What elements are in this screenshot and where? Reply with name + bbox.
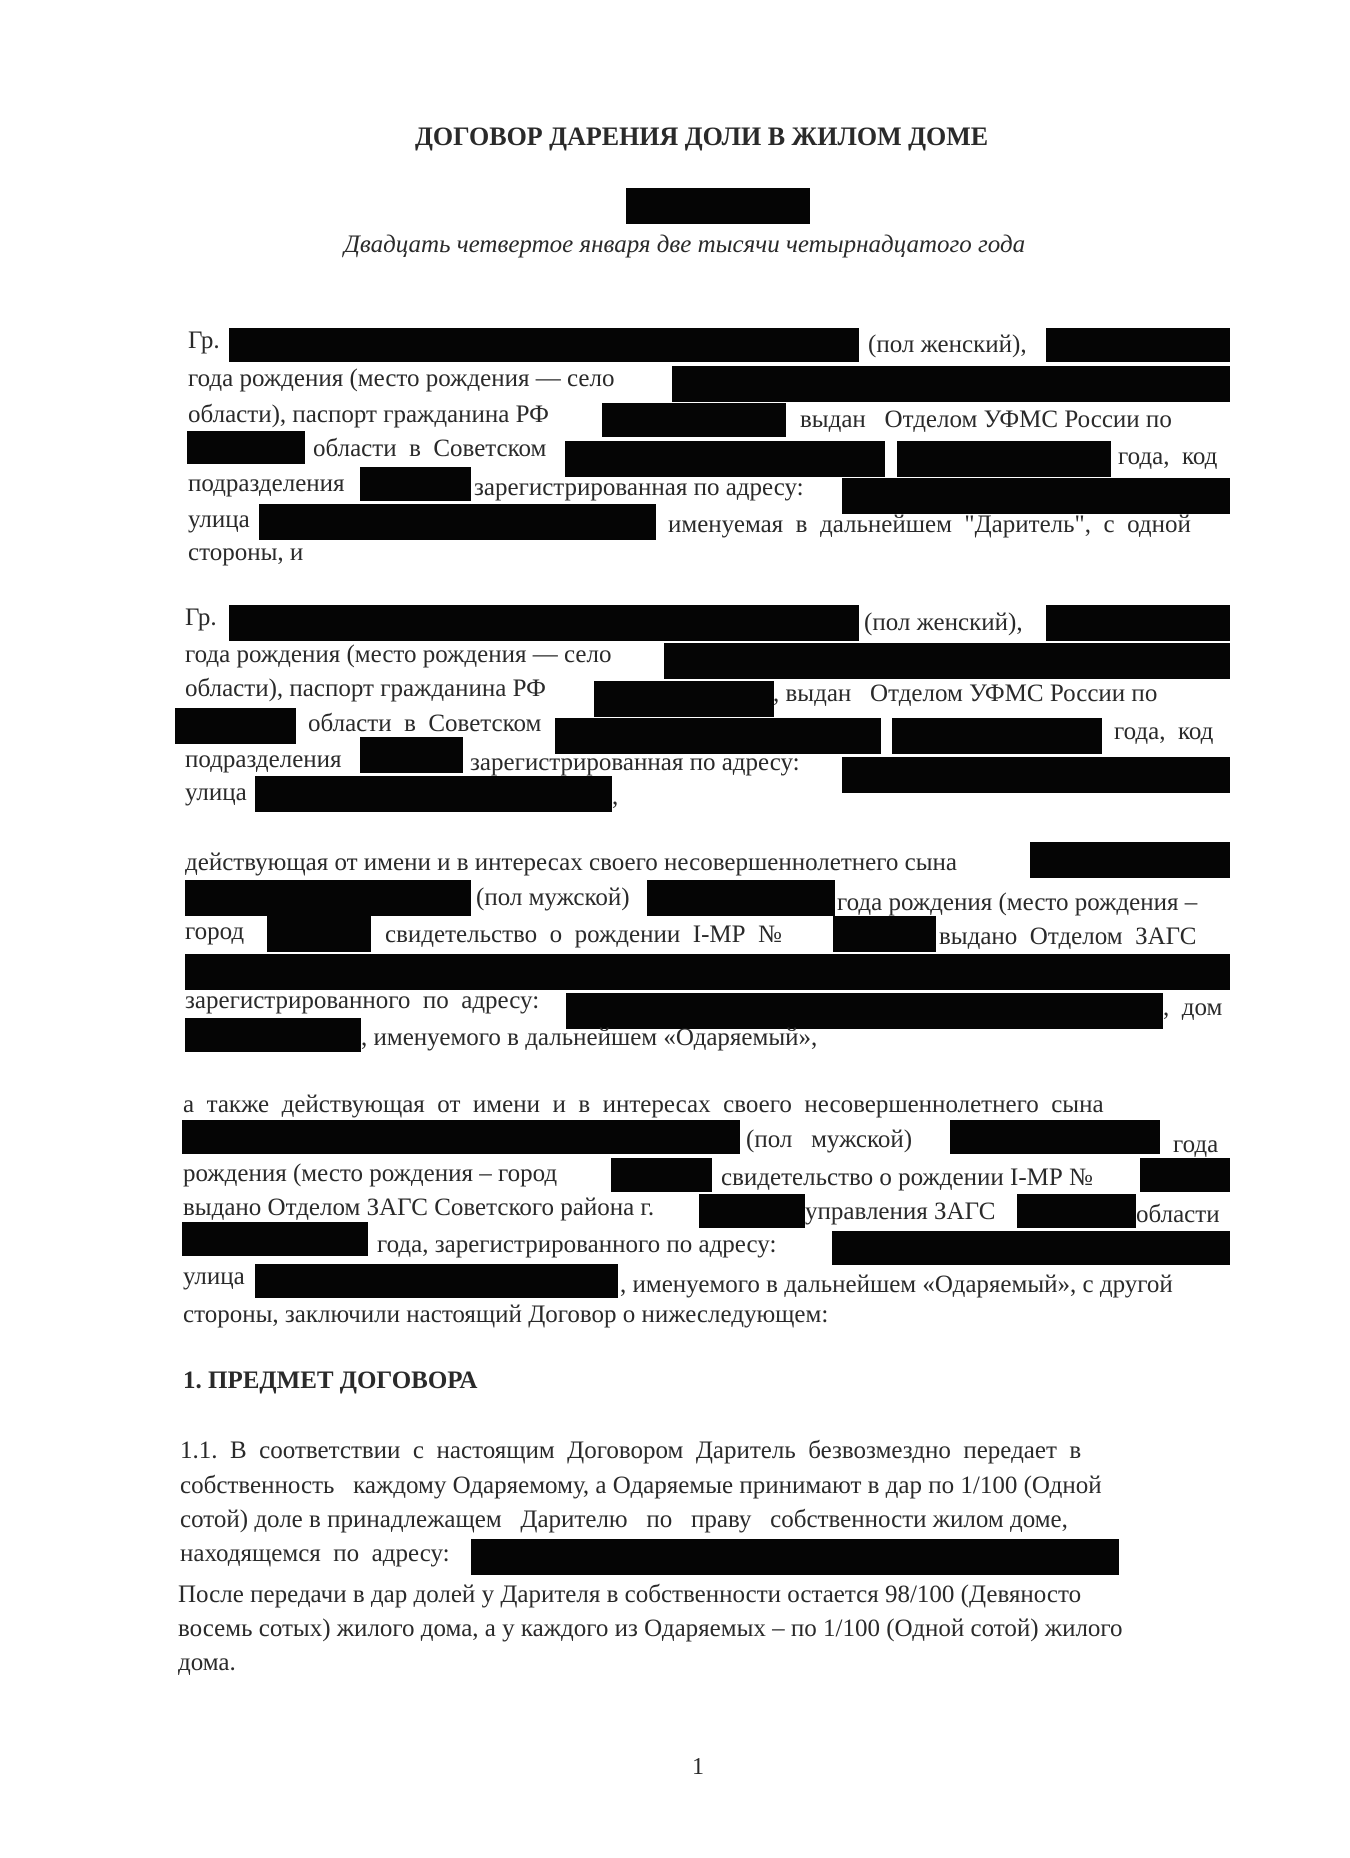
p1-line1-prefix: Гр. bbox=[188, 327, 220, 354]
p2-line4-b: года, код bbox=[1114, 718, 1214, 745]
redaction bbox=[1030, 842, 1230, 878]
p2-line3-b: , выдан Отделом УФМС России по bbox=[773, 680, 1158, 707]
p2-line6-a: улица bbox=[185, 779, 247, 806]
p1-line1-gender: (пол женский), bbox=[868, 331, 1027, 358]
p2-line2: года рождения (место рождения — село bbox=[185, 641, 612, 668]
p3-line3-b: свидетельство о рождении I-МР № bbox=[385, 921, 782, 948]
p2-line1-prefix: Гр. bbox=[185, 604, 217, 631]
redaction bbox=[842, 478, 1230, 514]
p1-line7: стороны, и bbox=[188, 539, 304, 566]
s1-line2: собственность каждому Одаряемому, а Одаряемые принимают в дар по 1/100 (Одной bbox=[180, 1472, 1102, 1499]
redaction bbox=[832, 1231, 1230, 1265]
p1-line3-a: области), паспорт гражданина РФ bbox=[188, 401, 549, 428]
redaction bbox=[833, 916, 936, 952]
p4-line3-a: рождения (место рождения – город bbox=[183, 1160, 558, 1187]
redaction bbox=[267, 916, 371, 952]
p4-line3-b: свидетельство о рождении I-МР № bbox=[721, 1164, 1093, 1191]
redaction bbox=[360, 467, 471, 501]
p4-line2-a: (пол мужской) bbox=[746, 1126, 913, 1153]
redaction bbox=[842, 757, 1230, 793]
p4-line6-a: улица bbox=[183, 1263, 245, 1290]
section-heading: 1. ПРЕДМЕТ ДОГОВОРА bbox=[183, 1367, 478, 1394]
s1-line3: сотой) доле в принадлежащем Дарителю по праву собственности жилом доме, bbox=[180, 1506, 1068, 1533]
p4-line6-b: , именуемого в дальнейшем «Одаряемый», с другой bbox=[620, 1271, 1173, 1298]
redaction bbox=[471, 1539, 1119, 1575]
s1-line5: После передачи в дар долей у Дарителя в собственности остается 98/100 (Девяносто bbox=[178, 1581, 1082, 1608]
p1-line2: года рождения (место рождения — село bbox=[188, 365, 615, 392]
p2-line6-b: , bbox=[612, 783, 619, 810]
redaction bbox=[594, 681, 774, 717]
redaction bbox=[229, 605, 859, 641]
redaction bbox=[672, 366, 1230, 402]
redaction bbox=[1046, 328, 1230, 362]
p3-line6: , именуемого в дальнейшем «Одаряемый», bbox=[361, 1024, 818, 1051]
redaction bbox=[185, 954, 1230, 990]
redaction bbox=[565, 441, 885, 477]
redaction bbox=[185, 880, 471, 916]
p3-line2-b: года рождения (место рождения – bbox=[837, 889, 1198, 916]
redaction bbox=[1046, 605, 1230, 641]
p1-line6-a: улица bbox=[188, 506, 250, 533]
p4-line1: а также действующая от имени и в интересах своего несовершеннолетнего сына bbox=[183, 1091, 1104, 1118]
redaction bbox=[699, 1194, 805, 1228]
redaction bbox=[1017, 1194, 1136, 1228]
s1-line7: дома. bbox=[178, 1649, 236, 1676]
redaction bbox=[897, 441, 1111, 477]
p3-line2-a: (пол мужской) bbox=[476, 884, 630, 911]
s1-line6: восемь сотых) жилого дома, а у каждого из Одаряемых – по 1/100 (Одной сотой) жилого bbox=[178, 1615, 1123, 1642]
redaction bbox=[950, 1120, 1160, 1154]
redaction bbox=[185, 1018, 361, 1052]
p4-line7: стороны, заключили настоящий Договор о нижеследующем: bbox=[183, 1301, 829, 1328]
p3-line5-b: , дом bbox=[1163, 994, 1223, 1021]
p2-line3-a: области), паспорт гражданина РФ bbox=[185, 675, 546, 702]
p3-line5-a: зарегистрированного по адресу: bbox=[185, 987, 540, 1014]
redaction bbox=[892, 718, 1102, 754]
s1-line4: находящемся по адресу: bbox=[180, 1540, 450, 1567]
p3-line3-a: город bbox=[185, 918, 245, 945]
p1-line3-b: выдан Отделом УФМС России по bbox=[800, 406, 1172, 433]
redaction bbox=[187, 431, 305, 464]
p2-line1-gender: (пол женский), bbox=[864, 609, 1023, 636]
p3-line1: действующая от имени и в интересах своего несовершеннолетнего сына bbox=[185, 849, 957, 876]
redaction bbox=[175, 708, 296, 744]
redaction bbox=[255, 776, 612, 812]
p1-line6-b: именуемая в дальнейшем "Даритель", с одной bbox=[668, 511, 1191, 538]
redaction bbox=[664, 643, 1230, 679]
redaction bbox=[611, 1158, 712, 1192]
p3-line3-c: выдано Отделом ЗАГС bbox=[939, 923, 1197, 950]
p4-line2-b: года bbox=[1173, 1131, 1219, 1158]
redaction bbox=[259, 504, 656, 540]
redaction bbox=[182, 1120, 740, 1154]
p4-line4-c: области bbox=[1136, 1201, 1220, 1228]
p1-line5-a: подразделения bbox=[188, 470, 345, 497]
date-line: Двадцать четвертое января две тысячи четырнадцатого года bbox=[344, 231, 1026, 258]
p1-line5-b: зарегистрированная по адресу: bbox=[474, 474, 804, 501]
p2-line5-a: подразделения bbox=[185, 746, 342, 773]
p1-line4-a: области в Советском bbox=[313, 435, 547, 462]
page-number: 1 bbox=[692, 1754, 704, 1780]
p4-line5: года, зарегистрированного по адресу: bbox=[377, 1231, 777, 1258]
s1-line1: 1.1. В соответствии с настоящим Договором Даритель безвозмездно передает в bbox=[180, 1437, 1082, 1464]
p4-line4-b: управления ЗАГС bbox=[805, 1198, 996, 1225]
redaction bbox=[626, 188, 810, 224]
redaction bbox=[647, 880, 835, 916]
redaction bbox=[182, 1222, 368, 1256]
p4-line4-a: выдано Отделом ЗАГС Советского района г. bbox=[183, 1194, 655, 1221]
redaction bbox=[229, 328, 859, 362]
p1-line4-b: года, код bbox=[1118, 443, 1218, 470]
redaction bbox=[602, 403, 786, 437]
redaction bbox=[255, 1264, 618, 1298]
redaction bbox=[1140, 1158, 1230, 1192]
redaction bbox=[360, 737, 463, 773]
p2-line4-a: области в Советском bbox=[308, 710, 542, 737]
p2-line5-b: зарегистрированная по адресу: bbox=[470, 749, 800, 776]
document-title: ДОГОВОР ДАРЕНИЯ ДОЛИ В ЖИЛОМ ДОМЕ bbox=[415, 122, 989, 151]
